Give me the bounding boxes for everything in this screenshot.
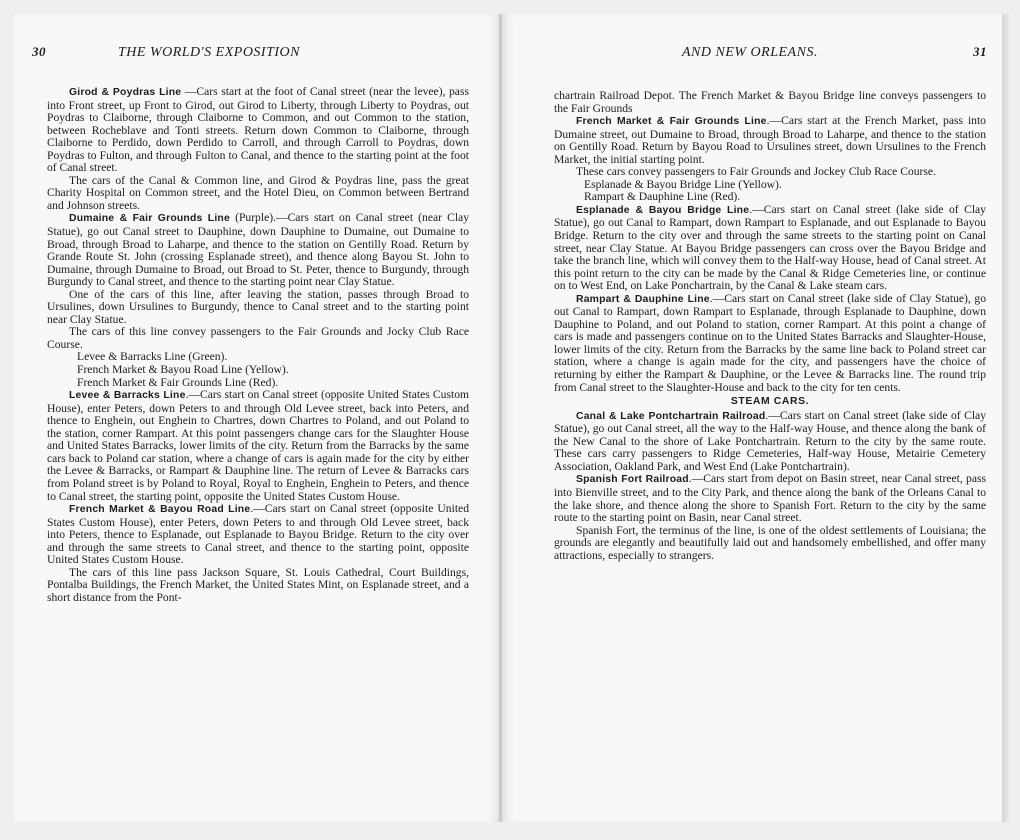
- paragraph-lead: French Market & Bayou Road Line: [69, 504, 251, 516]
- paragraph-text: French Market & Bayou Road Line (Yellow).: [77, 363, 289, 377]
- paragraph-lead: Dumaine & Fair Grounds Line: [69, 213, 230, 225]
- paragraph: [47, 289, 469, 327]
- paragraph-lead: Levee & Barracks Line: [69, 390, 186, 402]
- paragraph-text: Esplanade & Bayou Bridge Line (Yellow).: [584, 177, 782, 191]
- paragraph: [554, 410, 986, 474]
- paragraph-lead: Rampart & Dauphine Line: [576, 293, 710, 305]
- paragraph: [554, 473, 986, 524]
- paragraph-text: One of the cars of this line, after leaving the station, passes through Broad to Ursulines, down Ursulines to Burgundy, thence to Canal street and to the starting point near Clay Statue.: [47, 287, 469, 326]
- paragraph: [47, 175, 469, 213]
- paragraph: [47, 567, 469, 605]
- paragraph-text: French Market & Fair Grounds Line (Red).: [77, 375, 279, 389]
- section-heading: STEAM CARS.: [730, 396, 810, 408]
- paragraph: [554, 293, 986, 394]
- paragraph-text: —Cars start at the foot of Canal street (near the levee), pass into Front street, up Front to Girod, out Girod to Liberty, through Liberty to Poydras, out Poydras to Claiborne, through Claiborne to Common, and out Common to the station, between Rocheblave and Tonti streets. Return down Common to Claiborne, through Claiborne to Perdido, down Perdido to Carroll, and through Carroll to Poydras, down Poydras to Fulton, and through Fulton to Canal, and thence to the starting point at the foot of Canal street.: [47, 85, 469, 175]
- paragraph-lead: Canal & Lake Pontchartrain Railroad: [576, 410, 766, 422]
- paragraph-lead: French Market & Fair Grounds Line: [576, 116, 767, 128]
- paragraph-text: .—Cars start on Canal street (opposite United States Custom House), enter Peters, down Peters to and through Old Levee street, back into Peters, thence to Esplanade, out Esplanade to Bayou Bridge. Return to the city over and through the same streets to Canal street, and thence to the starting point, opposite United States Custom House.: [47, 502, 469, 567]
- paragraph-text: chartrain Railroad Depot. The French Market & Bayou Bridge line conveys passengers to the Fair Grounds: [554, 89, 986, 115]
- right-page-text: [554, 90, 986, 562]
- paragraph: [47, 503, 469, 567]
- paragraph-text: .—Cars start on Canal street (lake side of Clay Statue), go out Canal to Rampart, down Rampart to Esplanade, through Esplanade to Dauphine, down Dauphine to Poland, and out Poland to station, corner Rampart. At this point a change of cars is made and passengers continue on to the United States Barracks and Slaughter-House, lower limits of the city. Return from the Barracks by the same line back to Poland street car station, where a change is again made for the city, and passengers have the choice of returning by either the Rampart & Dauphine, or the Levee & Barracks line. The round trip from Canal street to the Slaughter-House and back to the city for ten cents.: [554, 291, 986, 394]
- paragraph-lead: Girod & Poydras Line: [69, 87, 182, 98]
- paragraph-text: .—Cars start at the French Market, pass into Dumaine street, out Dumaine to Broad, through Broad to Laharpe, and thence to the station on Gentilly Road. Return by Bayou Road to Ursulines street, down Ursulines to the French Market, the initial starting point.: [554, 114, 986, 166]
- paragraph: [554, 115, 986, 166]
- paragraph-text: .—Cars start on Canal street (lake side of Clay Statue), go out Canal street, all the way to the Half-way House, and thence along the bank of the New Canal to the shore of Lake Pontchartrain. Return to the city by the same route. These cars carry passengers to Ridge Cemeteries, Half-way House, Metairie Cemetery Association, Oakland Park, and West End (Lake Pontchartrain).: [554, 408, 986, 473]
- paragraph-text: (Purple).—Cars start on Canal street (near Clay Statue), go out Canal street to Dauphine, down Dauphine to Dumaine, out Dumaine to Broad, through Broad to Laharpe, and thence to the station on Gentilly Road. Return by Grande Route St. John (crossing Esplanade street), and thence along Bayou St. John to Dumaine, through Dumaine to Broad, out Broad to St. Peter, thence to Burgundy, through Burgundy to Canal street, and thence to the starting point near Clay Statue.: [47, 211, 470, 289]
- left-page-text: [47, 86, 469, 604]
- right-running-head: [682, 44, 987, 62]
- running-head-title-left: THE WORLD'S EXPOSITION: [118, 45, 300, 60]
- paragraph: [47, 212, 469, 288]
- paragraph-text: Rampart & Dauphine Line (Red).: [584, 190, 741, 204]
- paragraph-text: Spanish Fort, the terminus of the line, is one of the oldest settlements of Louisiana; the grounds are elegantly and beautifully laid out and handsomely embellished, and offer many attractions, especially to strangers.: [554, 523, 986, 562]
- left-page: [14, 14, 500, 822]
- right-page: [502, 14, 1002, 822]
- paragraph-text: The cars of this line pass Jackson Square, St. Louis Cathedral, Court Buildings, Pontalba Buildings, the French Market, the United States Mint, on Esplanade street, and a short distance from the Pont-: [47, 565, 469, 604]
- paragraph-lead: Esplanade & Bayou Bridge Line: [576, 204, 750, 216]
- paragraph-text: The cars of the Canal & Common line, and Girod & Poydras line, pass the great Charity Hospital on Common street, and the Hotel Dieu, on Common between Bertrand and Johnson streets.: [47, 173, 469, 212]
- paragraph: [554, 204, 986, 293]
- paragraph: [47, 389, 469, 503]
- running-head-title-right: AND NEW ORLEANS.: [682, 45, 818, 60]
- page-number-right: 31: [973, 44, 987, 59]
- paragraph-text: .—Cars start from depot on Basin street, near Canal street, pass into Bienville street, and to the City Park, and thence along the bank of the Orleans Canal to the lake shore, and thence along the shore to Spanish Fort. Return to the city by the same route to the starting point on Basin, near Canal street.: [554, 472, 986, 525]
- paragraph: [47, 326, 469, 351]
- paragraph-text: .—Cars start on Canal street (opposite United States Custom House), enter Peters, down Peters to and through Old Levee street, back into Peters, and thence to Enghein, out Enghein to Chartres, down Chartres to Poland, and out Poland to the station, corner Rampart. At this point passengers change cars for the Slaughter House and United States Barracks, lower limits of the city. Return from the Barracks by the same cars back to Poland car station, where a change of cars is again made for the city by either the Levee & Barracks, or Rampart & Dauphine line. The return of Levee & Barracks cars from Poland street is by Poland to Royal, Royal to Enghein, Enghein to Peters, and thence to Canal street, the starting point, opposite the United States Custom House.: [47, 388, 470, 503]
- left-running-head: [32, 44, 462, 62]
- paragraph-text: The cars of this line convey passengers to the Fair Grounds and Jocky Club Race Course.: [47, 325, 469, 351]
- paragraph-text: .—Cars start on Canal street (lake side of Clay Statue), go out Canal to Rampart, down Rampart to Esplanade, and out Esplanade to Bayou Bridge. Return to the city over and through the same streets to the starting point on Canal street, near Clay Statue. At Bayou Bridge passengers can cross over the Bayou Bridge and take the branch line, which will convey them to the Half-way House, head of Canal street. At this point return to the city can be made by the Canal & Ridge Cemeteries line, or continue on to West End, on Lake Ponchartrain, by the Canal & Lake steam cars.: [554, 202, 986, 293]
- paragraph-lead: Spanish Fort Railroad: [576, 474, 689, 486]
- paragraph: [47, 86, 469, 175]
- page-number-left: 30: [32, 44, 46, 59]
- paragraph: [554, 90, 986, 115]
- paragraph: [554, 525, 986, 563]
- paragraph-text: Levee & Barracks Line (Green).: [77, 350, 228, 364]
- page-edge: [1002, 14, 1010, 822]
- paragraph-text: These cars convey passengers to Fair Grounds and Jockey Club Race Course.: [576, 165, 936, 179]
